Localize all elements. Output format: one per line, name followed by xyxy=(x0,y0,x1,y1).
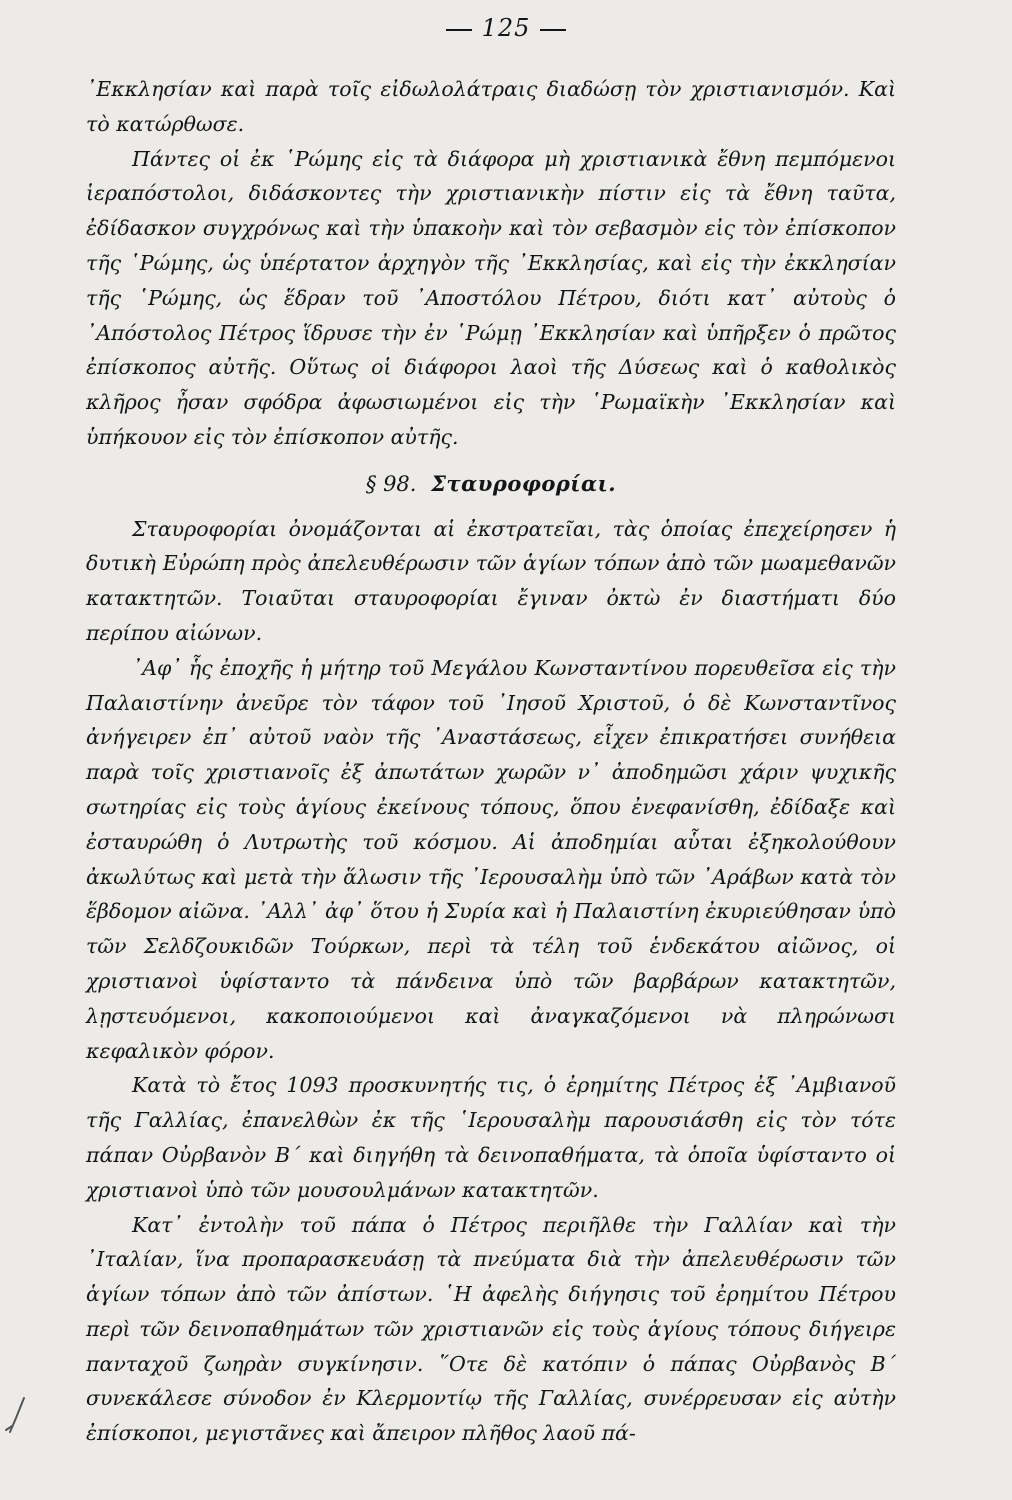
header-dash-left xyxy=(446,29,472,31)
paragraph: Σταυροφορίαι ὀνομάζονται αἱ ἐκστρατεῖαι, τὰς ὁποίας ἐπεχείρησεν ἡ δυτικὴ Εὐρώπη πρὸς ἀπελευθέρωσιν τῶν ἁγίων τόπων ἀπὸ τῶν μωαμεθανῶν κατακτητῶν. Τοιαῦται σταυροφορίαι ἔγιναν ὀκτὼ ἐν διαστήματι δύο περίπου αἰώνων. xyxy=(86,516,896,645)
section-heading xyxy=(86,467,896,502)
paragraph: ᾿Αφ᾿ ἧς ἐποχῆς ἡ μήτηρ τοῦ Μεγάλου Κωνσταντίνου πορευθεῖσα εἰς τὴν Παλαιστίνην ἀνεῦρε τὸν τάφον τοῦ ᾿Ιησοῦ Χριστοῦ, ὁ δὲ Κωνσταντῖνος ἀνήγειρεν ἐπ᾿ αὐτοῦ ναὸν τῆς ᾿Αναστάσεως, εἶχεν ἐπικρατήσει συνήθεια παρὰ τοῖς χριστιανοῖς ἐξ ἀπωτάτων χωρῶν ν᾿ ἀποδημῶσι χάριν ψυχικῆς σωτηρίας εἰς τοὺς ἁγίους ἐκείνους τόπους, ὅπου ἐνεφανίσθη, ἐδίδαξε καὶ ἐσταυρώθη ὁ Λυτρωτὴς τοῦ κόσμου. Αἱ ἀποδημίαι αὗται ἐξηκολούθουν ἀκωλύτως καὶ μετὰ τὴν ἅλωσιν τῆς ᾿Ιερουσαλὴμ ὑπὸ τῶν ᾿Αράβων κατὰ τὸν ἕβδομον αἰῶνα. ᾿Αλλ᾿ ἀφ᾿ ὅτου ἡ Συρία καὶ ἡ Παλαιστίνη ἐκυριεύθησαν ὑπὸ τῶν Σελδζουκιδῶν Τούρκων, περὶ τὰ τέλη τοῦ ἑνδεκάτου αἰῶνος, οἱ χριστιανοὶ ὑφίσταντο τὰ πάνδεινα ὑπὸ τῶν βαρβάρων κατακτητῶν, λῃστευόμενοι, κακοποιούμενοι καὶ ἀναγκαζόμενοι νὰ πληρώνωσι κεφαλικὸν φόρον. xyxy=(86,655,896,1063)
section-title: Σταυροφορίαι. xyxy=(431,470,617,496)
paragraph: Πάντες οἱ ἐκ ῾Ρώμης εἰς τὰ διάφορα μὴ χριστιανικὰ ἔθνη πεμπόμενοι ἱεραπόστολοι, διδάσκοντες τὴν χριστιανικὴν πίστιν εἰς τὰ ἔθνη ταῦτα, ἐδίδασκον συγχρόνως καὶ τὴν ὑπακοὴν καὶ τὸν σεβασμὸν εἰς τὸν ἐπίσκοπον τῆς ῾Ρώμης, ὡς ὑπέρτατον ἀρχηγὸν τῆς ᾿Εκκλησίας, καὶ εἰς τὴν ἐκκλησίαν τῆς ῾Ρώμης, ὡς ἕδραν τοῦ ᾿Αποστόλου Πέτρου, διότι κατ᾿ αὐτοὺς ὁ ᾿Απόστολος Πέτρος ἵδρυσε τὴν ἐν ῾Ρώμῃ ᾿Εκκλησίαν καὶ ὑπῆρξεν ὁ πρῶτος ἐπίσκοπος αὐτῆς. Οὕτως οἱ διάφοροι λαοὶ τῆς Δύσεως καὶ ὁ καθολικὸς κλῆρος ἦσαν σφόδρα ἀφωσιωμένοι εἰς τὴν ῾Ρωμαϊκὴν ᾿Εκκλησίαν καὶ ὑπήκουον εἰς τὸν ἐπίσκοπον αὐτῆς. xyxy=(86,146,896,449)
section-number: § 98. xyxy=(365,471,417,496)
paragraph: Κατὰ τὸ ἔτος 1093 προσκυνητής τις, ὁ ἐρημίτης Πέτρος ἐξ ᾿Αμβιανοῦ τῆς Γαλλίας, ἐπανελθὼν ἐκ τῆς ῾Ιερουσαλὴμ παρουσιάσθη εἰς τὸν τότε πάπαν Οὐρβανὸν Β΄ καὶ διηγήθη τὰ δεινοπαθήματα, τὰ ὁποῖα ὑφίσταντο οἱ χριστιανοὶ ὑπὸ τῶν μουσουλμάνων κατακτητῶν. xyxy=(86,1073,896,1202)
page-header xyxy=(0,14,1012,42)
paragraph: ᾿Εκκλησίαν καὶ παρὰ τοῖς εἰδωλολάτραις διαδώσῃ τὸν χριστιανισμόν. Καὶ τὸ κατώρθωσε. xyxy=(86,77,896,136)
page-number: 125 xyxy=(481,14,531,42)
paragraph: Κατ᾿ ἐντολὴν τοῦ πάπα ὁ Πέτρος περιῆλθε τὴν Γαλλίαν καὶ τὴν ᾿Ιταλίαν, ἵνα προπαρασκευάσῃ τὰ πνεύματα διὰ τὴν ἀπελευθέρωσιν τῶν ἁγίων τόπων ἀπὸ τῶν ἀπίστων. ῾Η ἀφελὴς διήγησις τοῦ ἐρημίτου Πέτρου περὶ τῶν δεινοπαθημάτων τῶν χριστιανῶν εἰς τοὺς ἁγίους τόπους διήγειρε πανταχοῦ ζωηρὰν συγκίνησιν. ῞Οτε δὲ κατόπιν ὁ πάπας Οὐρβανὸς Β΄ συνεκάλεσε σύνοδον ἐν Κλερμοντίῳ τῆς Γαλλίας, συνέρρευσαν εἰς αὐτὴν ἐπίσκοποι, μεγιστᾶνες καὶ ἄπειρον πλῆθος λαοῦ πά- xyxy=(86,1212,896,1446)
header-dash-right xyxy=(540,29,566,31)
page-body xyxy=(86,72,896,1451)
pencil-mark-icon xyxy=(4,1396,30,1436)
